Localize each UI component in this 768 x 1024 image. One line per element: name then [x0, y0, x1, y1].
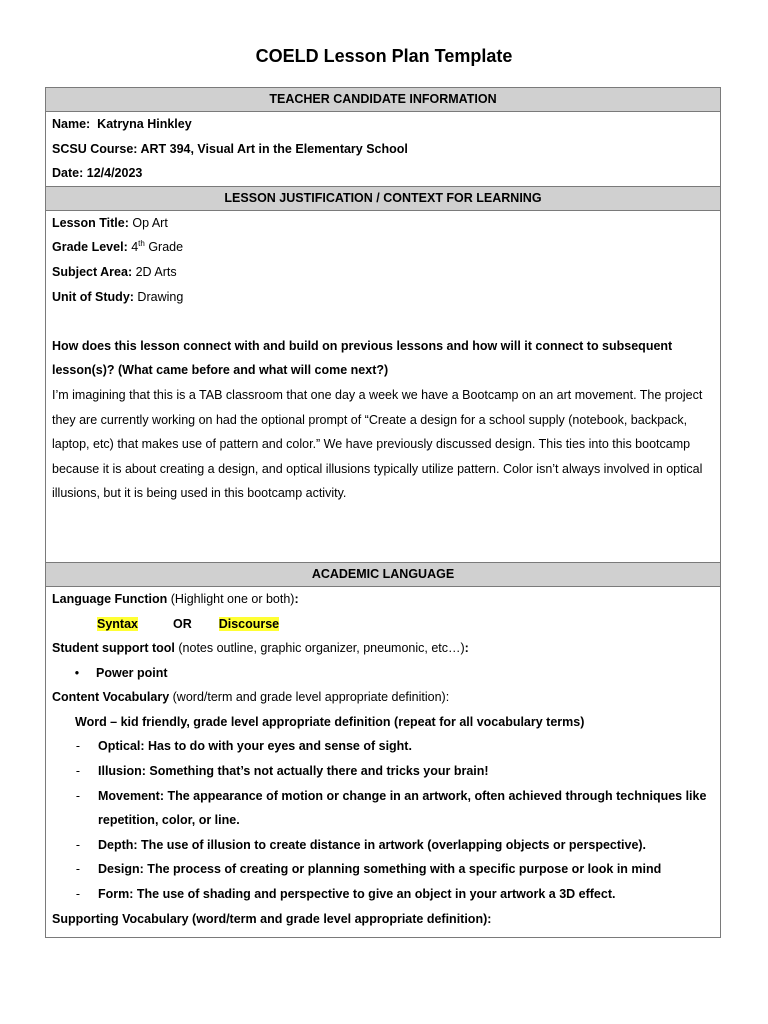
course-value: ART 394, Visual Art in the Elementary School [140, 141, 408, 156]
unit-of-study-label: Unit of Study: [52, 289, 134, 304]
name-label: Name: [52, 117, 91, 131]
subject-area-label: Subject Area: [52, 264, 133, 279]
supporting-vocabulary-row: Supporting Vocabulary (word/term and grade level appropriate definition): [52, 911, 492, 926]
spacer [46, 506, 720, 562]
course-label: SCSU Course: [52, 141, 138, 156]
unit-of-study-value: Drawing [137, 289, 184, 304]
language-function-hint: (Highlight one or both) [170, 591, 295, 606]
vocab-item [46, 857, 720, 882]
unit-of-study-row [46, 285, 720, 310]
section-header-academic: ACADEMIC LANGUAGE [46, 562, 720, 587]
date-value: 12/4/2023 [86, 166, 143, 181]
date-row [46, 161, 720, 186]
vocab-item [46, 833, 720, 858]
colon: : [294, 591, 299, 606]
support-tool-hint: (notes outline, graphic organizer, pneumonic, etc…) [178, 641, 465, 656]
vocab-definition: Movement: The appearance of motion or change in an artwork, often achieved through techniques like repetition, color, or line. [98, 788, 707, 828]
bullet-icon: • [74, 665, 80, 680]
document-title: COELD Lesson Plan Template [255, 46, 513, 66]
grade-level-number: 4 [131, 240, 139, 255]
spacer [46, 309, 720, 334]
dash-icon: - [75, 837, 81, 852]
section-header-justification: LESSON JUSTIFICATION / CONTEXT FOR LEARNING [46, 186, 720, 211]
content-vocabulary-label: Content Vocabulary [52, 690, 170, 705]
date-label: Date: [52, 166, 84, 181]
subject-area-value: 2D Arts [135, 264, 177, 279]
support-tool-label: Student support tool [52, 641, 175, 656]
grade-level-label: Grade Level: [52, 240, 128, 255]
vocab-definition: Illusion: Something that’s not actually there and tricks your brain! [98, 764, 489, 779]
name-value: Katryna Hinkley [97, 117, 192, 131]
content-vocabulary-hint: (word/term and grade level appropriate definition): [172, 690, 450, 705]
dash-icon: - [75, 788, 81, 803]
vocab-item [46, 734, 720, 759]
grade-level-word: Grade [148, 240, 184, 255]
support-tool-value: Power point [96, 665, 168, 680]
dash-icon: - [75, 764, 81, 779]
vocab-item [46, 784, 720, 833]
vocab-item [46, 882, 720, 907]
or-label: OR [172, 616, 192, 631]
vocab-definition: Form: The use of shading and perspective to give an object in your artwork a 3D effect. [98, 887, 616, 902]
lesson-title-label: Lesson Title: [52, 215, 129, 230]
vocab-item [46, 759, 720, 784]
lesson-title-value: Op Art [132, 215, 168, 230]
language-function-row [46, 587, 720, 612]
dash-icon: - [75, 862, 81, 877]
lesson-plan-table [45, 87, 721, 938]
lesson-title-row [46, 211, 720, 236]
course-row [46, 137, 720, 162]
name-row [46, 112, 720, 137]
dash-icon: - [75, 739, 81, 754]
subject-area-row [46, 260, 720, 285]
vocab-definition: Design: The process of creating or planning something with a specific purpose or look in mind [98, 862, 662, 877]
content-vocabulary-row [46, 685, 720, 710]
vocab-definition: Depth: The use of illusion to create distance in artwork (overlapping objects or perspective). [98, 837, 647, 852]
support-tool-item [46, 661, 720, 686]
connection-answer: I’m imagining that this is a TAB classroom that one day a week we have a Bootcamp on an art movement. The project they are currently working on had the optional prompt of “Create a design for a school supply (notebook, backpack, laptop, etc) that makes use of pattern and color.” We have previously discussed design. This ties into this bootcamp because it is about creating a design, and optical illusions typically utilize pattern. Color isn’t always involved in optical illusions, but it is being used in this bootcamp activity. [52, 387, 703, 501]
grade-level-suffix: th [138, 239, 145, 249]
word-definition-header: Word – kid friendly, grade level appropriate definition (repeat for all vocabulary terms) [75, 714, 585, 729]
support-tool-row [46, 636, 720, 661]
section-header-teacher: TEACHER CANDIDATE INFORMATION [46, 88, 720, 112]
language-function-label: Language Function [52, 591, 168, 606]
discourse-label: Discourse [218, 616, 280, 631]
grade-level-row [46, 235, 720, 260]
dash-icon: - [75, 887, 81, 902]
spacer [46, 931, 720, 937]
colon: : [464, 641, 469, 656]
discourse-option[interactable] [219, 617, 279, 631]
syntax-label: Syntax [97, 616, 138, 631]
syntax-discourse-row [46, 612, 720, 637]
vocab-definition: Optical: Has to do with your eyes and sense of sight. [98, 739, 412, 754]
connection-question: How does this lesson connect with and build on previous lessons and how will it connect to subsequent lesson(s)? (What came before and what will come next?) [52, 338, 673, 378]
syntax-option[interactable] [97, 617, 138, 631]
